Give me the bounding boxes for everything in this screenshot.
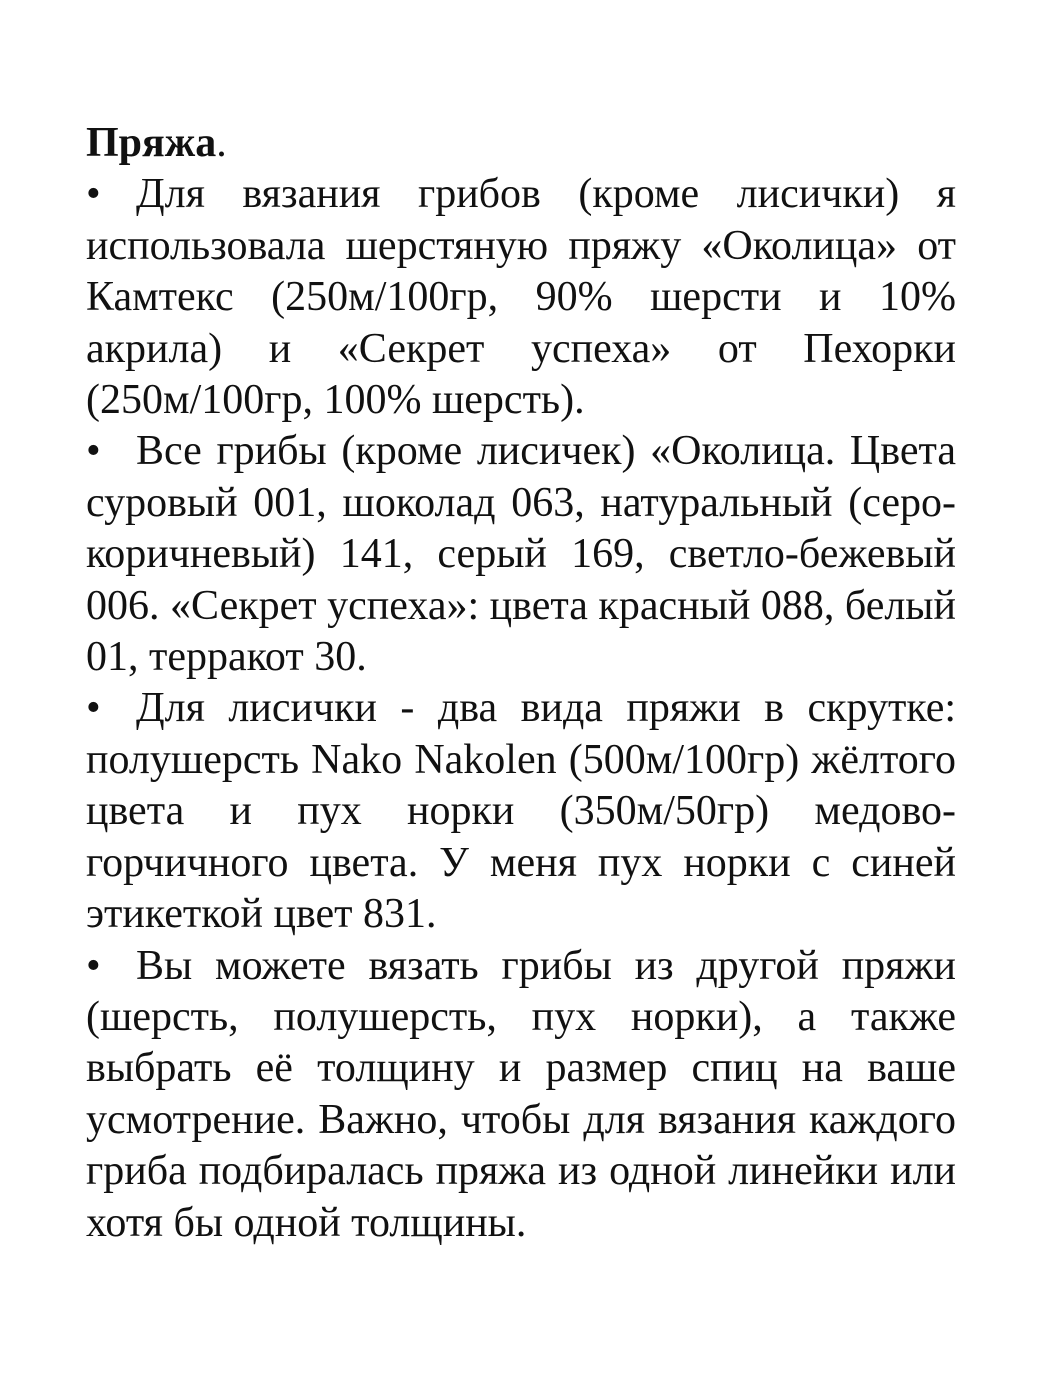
bullet-icon: • bbox=[86, 428, 101, 475]
bullet-icon: • bbox=[86, 171, 101, 218]
list-item bbox=[86, 169, 956, 426]
list-item bbox=[86, 426, 956, 683]
section-heading bbox=[86, 118, 956, 169]
bullet-icon: • bbox=[86, 685, 101, 732]
heading-punct: . bbox=[216, 120, 227, 166]
list-item-text: Все грибы (кроме лисичек) «Околица. Цвета суровый 001, шоколад 063, натуральный (серо-коричневый) 141, серый 169, светло-бежевый 006. «Секрет успеха»: цвета красный 088, белый 01, терракот 30. bbox=[86, 428, 956, 681]
bullet-icon: • bbox=[86, 942, 101, 989]
list-item-text: Для лисички - два вида пряжи в скрутке: полушерсть Nako Nakolen (500м/100гр) жёлтого цвета и пух норки (350м/50гр) медово-горчичного цвета. У меня пух норки с синей этикеткой цвет 831. bbox=[86, 685, 956, 938]
list-item-text: Для вязания грибов (кроме лисички) я использовала шерстяную пряжу «Околица» от Камтекс (250м/100гр, 90% шерсти и 10% акрила) и «Секрет успеха» от Пехорки (250м/100гр, 100% шерсть). bbox=[86, 171, 956, 424]
list-item bbox=[86, 941, 956, 1249]
document-page bbox=[86, 118, 956, 1249]
list-item bbox=[86, 683, 956, 940]
heading-title: Пряжа bbox=[86, 120, 217, 166]
list-item-text: Вы можете вязать грибы из другой пряжи (шерсть, полушерсть, пух норки), а также выбрать её толщину и размер спиц на ваше усмотрение. Важно, чтобы для вязания каждого гриба подбиралась пряжа из одной линейки или хотя бы одной толщины. bbox=[86, 942, 956, 1246]
